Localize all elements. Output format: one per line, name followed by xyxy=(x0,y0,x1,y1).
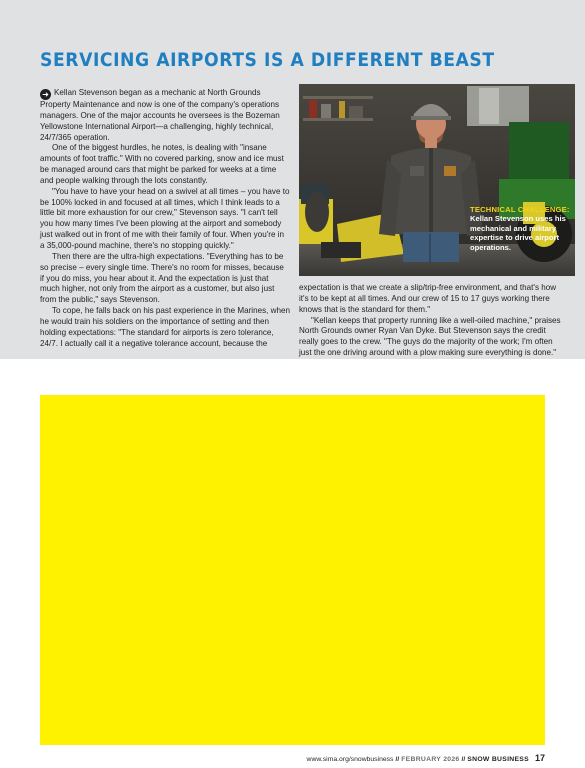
article-paragraph: Then there are the ultra-high expectations. "Everything has to be so precise – every single time. There's no room for misses, because if you do miss, you hear about it. And the expectation is just that much higher, not only from the airport as a customer, but also just from the public," says Stevenson. xyxy=(40,251,284,305)
advertisement-placeholder xyxy=(40,395,545,745)
arrow-right-circle-icon: ➜ xyxy=(40,89,51,100)
article-headline: SERVICING AIRPORTS IS A DIFFERENT BEAST xyxy=(40,50,495,71)
article-right-column xyxy=(299,283,561,359)
article-paragraph-text: Kellan Stevenson began as a mechanic at North Grounds Property Maintenance and now is one of the company's operations managers. One of the major accounts he oversees is the Bozeman Yellowstone International Airport—a challenging, highly technical, 24/7/365 operation. xyxy=(40,88,280,142)
caption-text: Kellan Stevenson uses his mechanical and military expertise to drive airport operations. xyxy=(470,214,566,252)
page-footer xyxy=(0,752,545,764)
caption-label: TECHNICAL CHALLENGE: xyxy=(470,205,570,214)
article-paragraph xyxy=(40,88,290,143)
article-paragraph: One of the biggest hurdles, he notes, is dealing with "insane amounts of foot traffic." With no covered parking, snow and ice must be managed around cars that might be parked for weeks at a time and people walking through the lots constantly. xyxy=(40,143,284,185)
article-left-column xyxy=(40,88,290,349)
footer-separator: // xyxy=(395,756,400,763)
article-paragraph: expectation is that we create a slip/trip-free environment, and that's how it's to be kept at all times. And our crew of 15 to 17 guys working there knows that is the standard for them." xyxy=(299,283,557,314)
article-paragraph: To cope, he falls back on his past experience in the Marines, when he would train his soldiers on the importance of setting and then holding expectations: "The standard for airports is zero tolerance, 24/7. I actually call it a negative tolerance account, because the xyxy=(40,306,291,348)
photo-caption xyxy=(470,205,572,252)
article-panel xyxy=(0,0,585,359)
footer-issue-date: FEBRUARY 2026 xyxy=(401,756,460,763)
article-paragraph: "You have to have your head on a swivel at all times – you have to be 100% locked in and focused at all times, which I think leads to a little bit more exhaustion for our crew," Stevenson says. "I can't tell you how many times I've been plowing at the airport and somebody just walked out in front of me with their family of four. When you're in a 35,000-pound machine, there's no stopping quickly." xyxy=(40,186,290,250)
footer-separator: // xyxy=(461,756,466,763)
page-number: 17 xyxy=(534,753,545,763)
footer-url: www.sima.org/snowbusiness xyxy=(306,756,394,763)
footer-publication: SNOW BUSINESS xyxy=(467,756,529,763)
article-paragraph: "Kellan keeps that property running like a well-oiled machine," praises North Grounds owner Ryan Van Dyke. But Stevenson says the credit really goes to the crew. "The guys do the majority of the work; I'm often just the one driving around with a plow making sure everything is done." xyxy=(299,315,561,358)
